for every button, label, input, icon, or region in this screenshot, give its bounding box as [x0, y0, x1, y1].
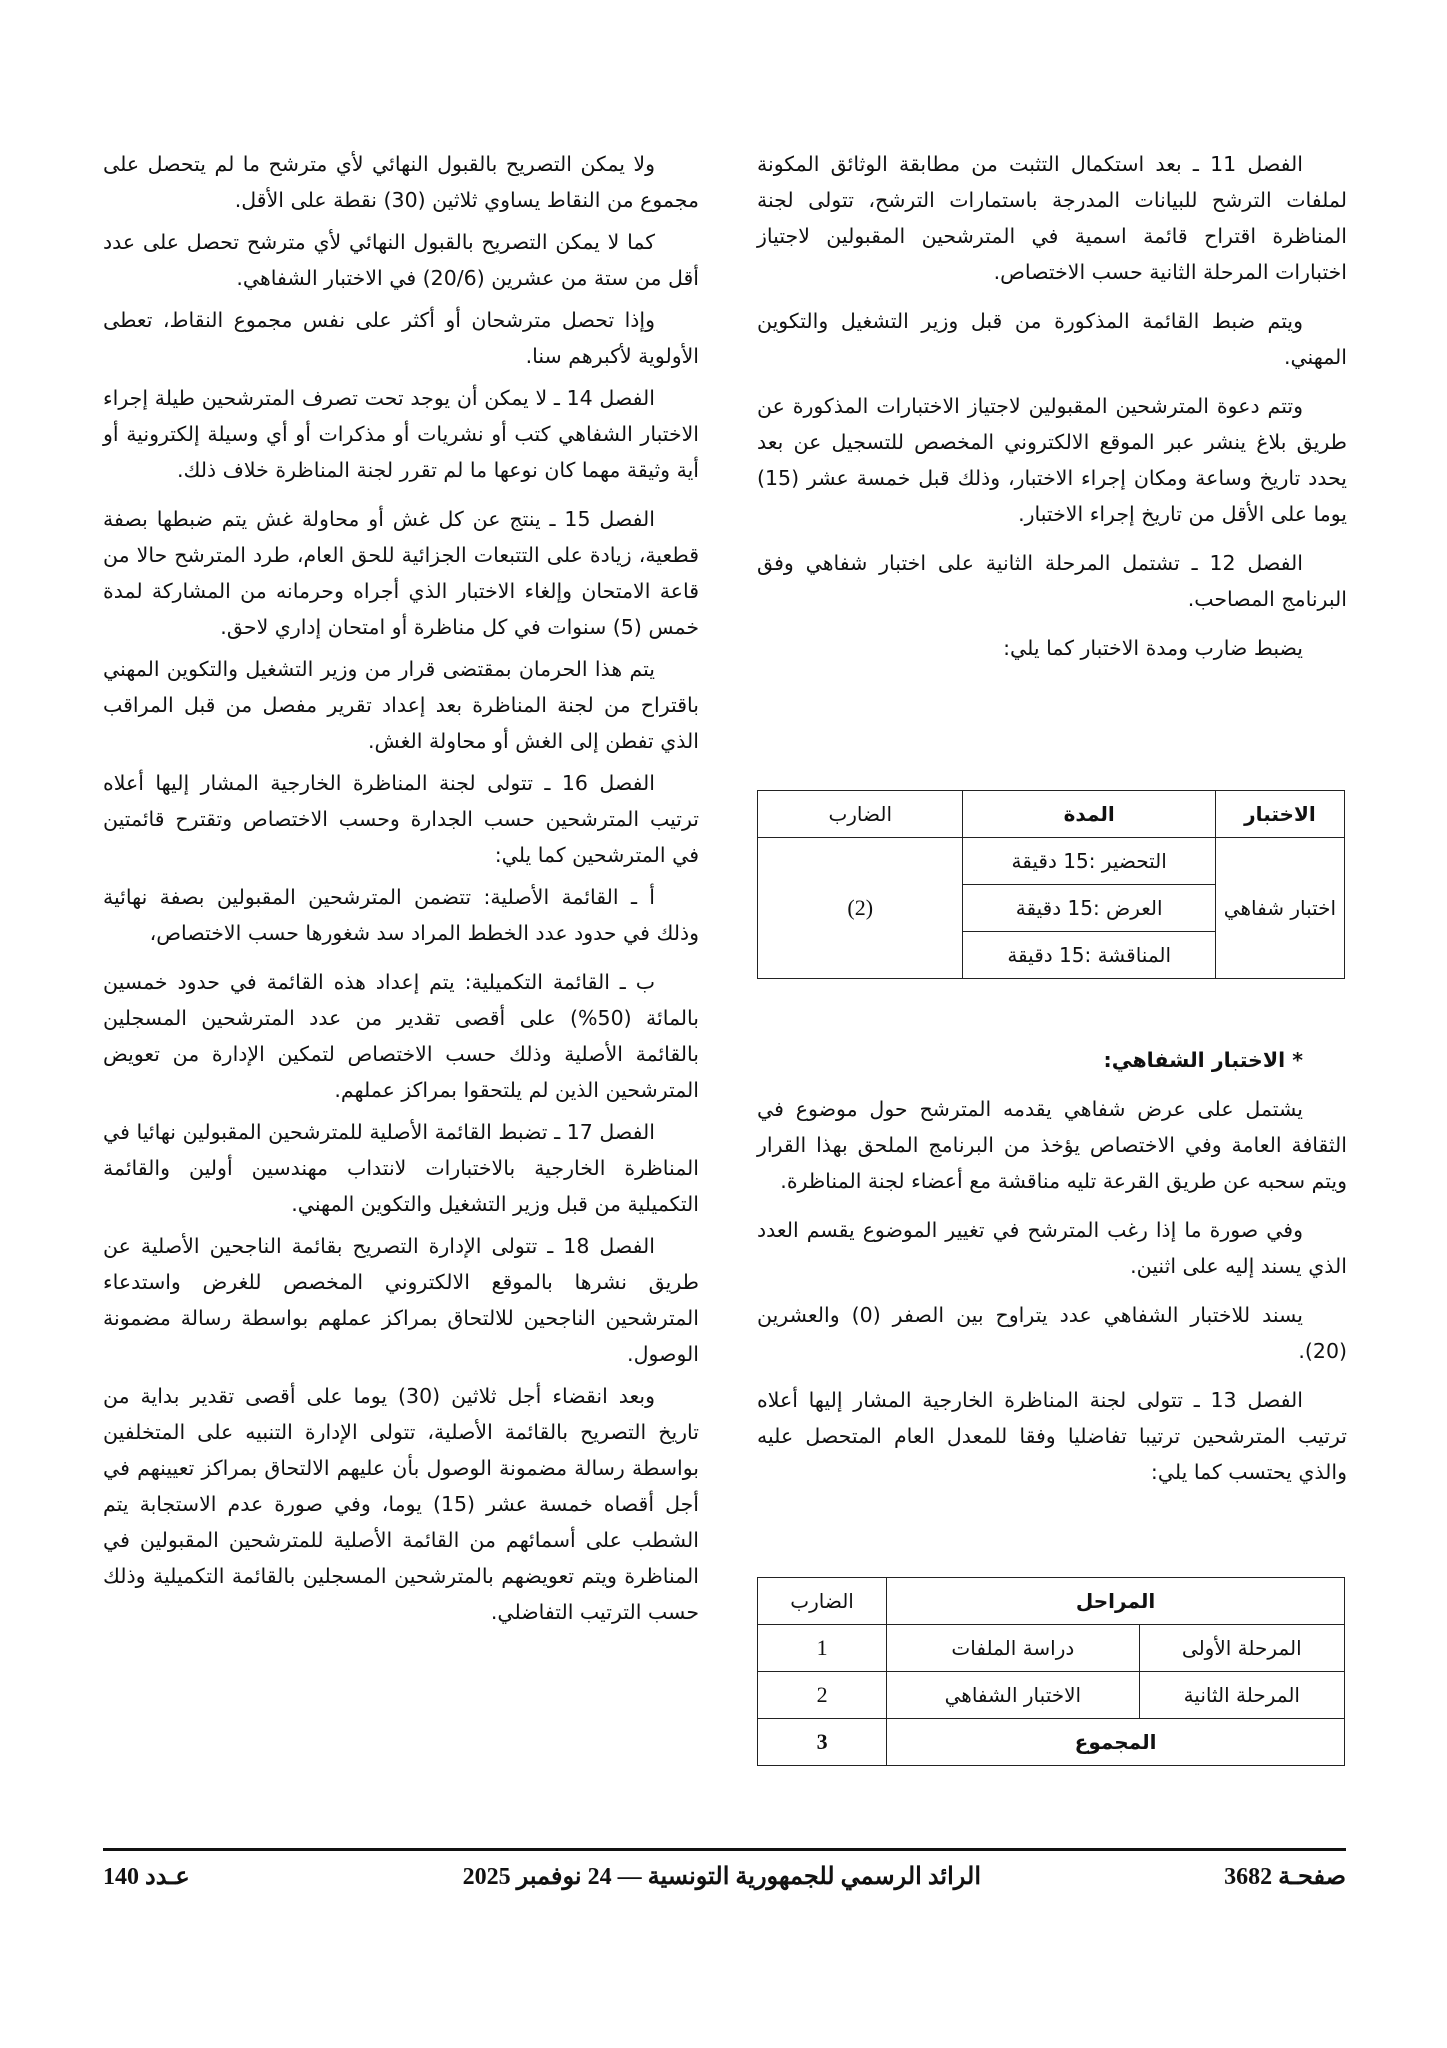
- paragraph: ولا يمكن التصريح بالقبول النهائي لأي مترشح ما لم يتحصل على مجموع من النقاط يساوي ثلاثين (30) نقطة على الأقل.: [103, 152, 699, 212]
- header-duration: المدة: [963, 791, 1215, 838]
- issue-number: عـدد 140: [103, 1864, 190, 1890]
- exam-duration-table: [757, 790, 1345, 979]
- list-item-original: أ ـ القائمة الأصلية: تتضمن المترشحين المقبولين بصفة نهائية وذلك في حدود عدد الخطط المراد سد شغورها حسب الاختصاص،: [103, 885, 699, 945]
- paragraph: يشتمل على عرض شفاهي يقدمه المترشح حول موضوع في الثقافة العامة وفي الاختصاص يؤخذ من البرنامج الملحق بهذا القرار ويتم سحبه عن طريق القرعة تليه مناقشة مع أعضاء لجنة المناظرة.: [757, 1097, 1347, 1193]
- journal-title-date: الرائد الرسمي للجمهورية التونسية — 24 نوفمبر 2025: [462, 1864, 981, 1890]
- header-coefficient: الضارب: [758, 791, 963, 838]
- paragraph: يسند للاختبار الشفاهي عدد يتراوح بين الصفر (0) والعشرين (20).: [757, 1303, 1347, 1363]
- article-15: الفصل 15 ـ ينتج عن كل غش أو محاولة غش يتم ضبطها بصفة قطعية، زيادة على التتبعات الجزائية للحق العام، طرد المترشح حالا من قاعة الامتحان وإلغاء الاختبار الذي أجراه وحرمانه من المشاركة لمدة خمس (5) سنوات في كل مناظرة أو امتحان إداري لاحق.: [103, 507, 699, 639]
- table-header-row: [758, 791, 1345, 838]
- stage-coefficient: 1: [758, 1625, 887, 1672]
- article-14: الفصل 14 ـ لا يمكن أن يوجد تحت تصرف المترشحين طيلة إجراء الاختبار الشفاهي كتب أو نشريات أو مذكرات أو أي وسيلة إلكترونية أو أية وثيقة مهما كان نوعها ما لم تقرر لجنة المناظرة خلاف ذلك.: [103, 386, 699, 482]
- paragraph: وتتم دعوة المترشحين المقبولين لاجتياز الاختبارات المذكورة عن طريق بلاغ ينشر عبر الموقع الالكتروني المخصص للتسجيل عن بعد يحدد تاريخ وساعة ومكان إجراء الاختبار، وذلك قبل خمسة عشر (15) يوما على الأقل من تاريخ إجراء الاختبار.: [757, 394, 1347, 526]
- article-12: الفصل 12 ـ تشتمل المرحلة الثانية على اختبار شفاهي وفق البرنامج المصاحب.: [757, 551, 1347, 611]
- total-label: المجموع: [887, 1719, 1345, 1766]
- table-row: [758, 1625, 1345, 1672]
- stage-coefficient: 2: [758, 1672, 887, 1719]
- page-number: صفحـة 3682: [1224, 1864, 1346, 1890]
- stage-name: المرحلة الأولى: [1139, 1625, 1344, 1672]
- paragraph: وبعد انقضاء أجل ثلاثين (30) يوما على أقصى تقدير بداية من تاريخ التصريح بالقائمة الأصلية، تتولى الإدارة التنبيه على المتخلفين بواسطة رسالة مضمونة الوصول بأن عليهم الالتحاق بمراكز تعيينهم في أجل أقصاه خمسة عشر (15) يوما، وفي صورة عدم الاستجابة يتم الشطب على أسمائهم من القائمة الأصلية للمترشحين المقبولين في المناظرة ويتم تعويضهم بالمترشحين المسجلين بالقائمة التكميلية وذلك حسب الترتيب التفاضلي.: [103, 1384, 699, 1624]
- table-total-row: [758, 1719, 1345, 1766]
- paragraph: وإذا تحصل مترشحان أو أكثر على نفس مجموع النقاط، تعطى الأولوية لأكبرهم سنا.: [103, 308, 699, 368]
- table-row: [758, 1672, 1345, 1719]
- article-16: الفصل 16 ـ تتولى لجنة المناظرة الخارجية المشار إليها أعلاه ترتيب المترشحين حسب الجدارة وحسب الاختصاص وتقترح قائمتين في المترشحين كما يلي:: [103, 771, 699, 867]
- article-18: الفصل 18 ـ تتولى الإدارة التصريح بقائمة الناجحين الأصلية عن طريق نشرها بالموقع الالكتروني المخصص للغرض واستدعاء المترشحين الناجحين للالتحاق بمراكز عملهم بواسطة رسالة مضمونة الوصول.: [103, 1234, 699, 1366]
- section-heading-oral: * الاختبار الشفاهي:: [1103, 1048, 1303, 1072]
- coefficient-value: (2): [758, 838, 963, 979]
- paragraph: كما لا يمكن التصريح بالقبول النهائي لأي مترشح تحصل على عدد أقل من ستة من عشرين (20/6) في الاختبار الشفاهي.: [103, 230, 699, 290]
- page-footer: [103, 1862, 1346, 1902]
- paragraph: يتم هذا الحرمان بمقتضى قرار من وزير التشغيل والتكوين المهني باقتراح من لجنة المناظرة بعد إعداد تقرير مفصل من قبل المراقب الذي تفطن إلى الغش أو محاولة الغش.: [103, 657, 699, 753]
- duration-discussion: المناقشة :15 دقيقة: [963, 932, 1215, 979]
- article-13: الفصل 13 ـ تتولى لجنة المناظرة الخارجية المشار إليها أعلاه ترتيب المترشحين ترتيبا تفاضليا وفقا للمعدل العام المتحصل عليه والذي يحتسب كما يلي:: [757, 1388, 1347, 1484]
- total-value: 3: [758, 1719, 887, 1766]
- left-column: [103, 146, 699, 1643]
- table-header-row: [758, 1578, 1345, 1625]
- paragraph: وفي صورة ما إذا رغب المترشح في تغيير الموضوع يقسم العدد الذي يسند إليه على اثنين.: [757, 1218, 1347, 1278]
- duration-presentation: العرض :15 دقيقة: [963, 885, 1215, 932]
- exam-name: اختبار شفاهي: [1215, 838, 1344, 979]
- header-stages: المراحل: [887, 1578, 1345, 1625]
- paragraph: ويتم ضبط القائمة المذكورة من قبل وزير التشغيل والتكوين المهني.: [757, 309, 1347, 369]
- stage-name: المرحلة الثانية: [1139, 1672, 1344, 1719]
- article-11: الفصل 11 ـ بعد استكمال التثبت من مطابقة الوثائق المكونة لملفات الترشح للبيانات المدرجة باستمارات الترشح، تتولى لجنة المناظرة اقتراح قائمة اسمية في المترشحين المقبولين لاجتياز اختبارات المرحلة الثانية حسب الاختصاص.: [757, 152, 1347, 284]
- ranking-table: [757, 1577, 1345, 1766]
- duration-preparation: التحضير :15 دقيقة: [963, 838, 1215, 885]
- list-item-complementary: ب ـ القائمة التكميلية: يتم إعداد هذه القائمة في حدود خمسين بالمائة (50%) على أقصى تقدير من عدد المترشحين المسجلين بالقائمة الأصلية وذلك حسب الاختصاص لتمكين الإدارة من تعويض المترشحين الذين لم يلتحقوا بمراكز عملهم.: [103, 970, 699, 1102]
- footer-divider: [103, 1848, 1346, 1851]
- article-17: الفصل 17 ـ تضبط القائمة الأصلية للمترشحين المقبولين نهائيا في المناظرة الخارجية بالاختبارات لانتداب مهندسين أولين والقائمة التكميلية من قبل وزير التشغيل والتكوين المهني.: [103, 1120, 699, 1216]
- paragraph: يضبط ضارب ومدة الاختبار كما يلي:: [1003, 636, 1303, 660]
- header-coefficient: الضارب: [758, 1578, 887, 1625]
- stage-item: الاختبار الشفاهي: [887, 1672, 1139, 1719]
- right-column: [757, 146, 1347, 679]
- table-row: [758, 838, 1345, 885]
- stage-item: دراسة الملفات: [887, 1625, 1139, 1672]
- header-exam: الاختبار: [1215, 791, 1344, 838]
- right-column-lower: [757, 1042, 1347, 1503]
